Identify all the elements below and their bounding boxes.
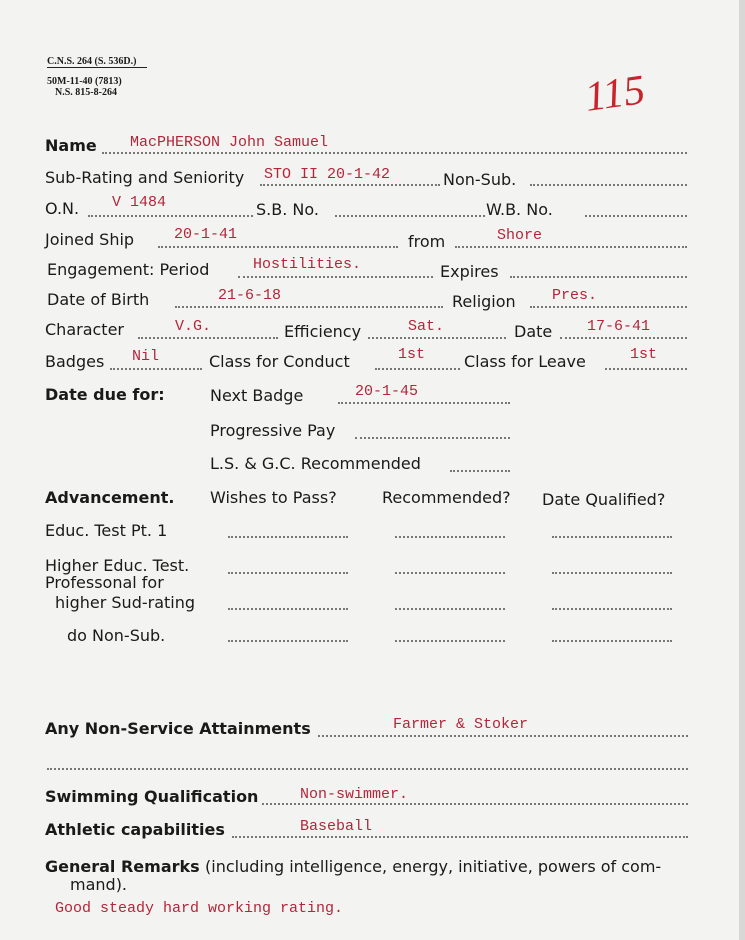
advancement-heading: Advancement. <box>45 488 175 507</box>
name-label: Name <box>45 136 97 155</box>
from-value: Shore <box>497 227 543 244</box>
dotted-leader <box>605 368 687 370</box>
dotted-leader <box>232 836 688 838</box>
dotted-leader <box>455 246 687 248</box>
dotted-leader <box>395 640 505 642</box>
name-value: MacPHERSON John Samuel <box>130 134 329 151</box>
page-edge <box>739 0 745 940</box>
dotted-leader <box>228 608 348 610</box>
remarks-desc-cont: mand). <box>70 875 128 894</box>
dotted-leader <box>110 368 202 370</box>
dotted-leader <box>47 768 688 770</box>
dotted-leader <box>552 536 672 538</box>
dotted-leader <box>228 536 348 538</box>
dotted-leader <box>260 184 440 186</box>
dotted-leader <box>560 337 687 339</box>
ns-code: N.S. 815-8-264 <box>55 87 117 98</box>
joined-ship-label: Joined Ship <box>45 230 135 249</box>
swimming-label: Swimming Qualification <box>45 787 259 806</box>
dob-label: Date of Birth <box>47 290 150 309</box>
dotted-leader <box>175 306 443 308</box>
attainments-value: Farmer & Stoker <box>393 716 529 733</box>
adv-row-prof: Professonal for <box>45 573 164 592</box>
athletic-value: Baseball <box>300 818 373 835</box>
dotted-leader <box>335 215 485 217</box>
non-sub-label: Non-Sub. <box>443 170 517 189</box>
dob-value: 21-6-18 <box>218 287 282 304</box>
progressive-pay-label: Progressive Pay <box>210 421 336 440</box>
date-due-heading: Date due for: <box>45 385 165 404</box>
handwritten-number: 115 <box>582 67 648 121</box>
dotted-leader <box>262 803 688 805</box>
col-wishes: Wishes to Pass? <box>210 488 337 507</box>
dotted-leader <box>238 276 433 278</box>
efficiency-label: Efficiency <box>284 322 362 341</box>
adv-row-educ: Educ. Test Pt. 1 <box>45 521 168 540</box>
engagement-value: Hostilities. <box>253 256 362 273</box>
swimming-value: Non-swimmer. <box>300 786 409 803</box>
dotted-leader <box>158 246 398 248</box>
ls-gc-label: L.S. & G.C. Recommended <box>210 454 421 473</box>
print-code: 50M-11-40 (7813) <box>47 76 122 87</box>
remarks-label: General Remarks <box>45 857 200 876</box>
dotted-leader <box>530 184 687 186</box>
attainments-label: Any Non-Service Attainments <box>45 719 311 738</box>
athletic-label: Athletic capabilities <box>45 820 225 839</box>
col-recommended: Recommended? <box>382 488 511 507</box>
dotted-leader <box>102 152 687 154</box>
dotted-leader <box>585 215 687 217</box>
dotted-leader <box>228 572 348 574</box>
sub-rating-value: STO II 20-1-42 <box>264 166 391 183</box>
wb-no-label: W.B. No. <box>486 200 553 219</box>
class-leave-label: Class for Leave <box>464 352 586 371</box>
engagement-label: Engagement: Period <box>47 260 210 279</box>
dotted-leader <box>375 368 460 370</box>
divider <box>47 67 147 68</box>
badges-value: Nil <box>132 348 160 365</box>
dotted-leader <box>552 640 672 642</box>
dotted-leader <box>450 470 510 472</box>
dotted-leader <box>138 337 278 339</box>
dotted-leader <box>368 337 506 339</box>
adv-row-higher: Higher Educ. Test. <box>45 556 190 575</box>
dotted-leader <box>395 608 505 610</box>
religion-value: Pres. <box>552 287 598 304</box>
character-value: V.G. <box>175 318 212 335</box>
sub-rating-label: Sub-Rating and Seniority <box>45 168 245 187</box>
class-leave-value: 1st <box>630 346 658 363</box>
badges-label: Badges <box>45 352 105 371</box>
character-label: Character <box>45 320 124 339</box>
date-label: Date <box>514 322 553 341</box>
from-label: from <box>408 232 446 251</box>
efficiency-value: Sat. <box>408 318 445 335</box>
dotted-leader <box>395 536 505 538</box>
dotted-leader <box>228 640 348 642</box>
adv-row-nonsub: do Non-Sub. <box>67 626 166 645</box>
dotted-leader <box>88 215 253 217</box>
col-date-qualified: Date Qualified? <box>542 490 666 509</box>
dotted-leader <box>395 572 505 574</box>
sb-no-label: S.B. No. <box>256 200 319 219</box>
on-value: V 1484 <box>112 194 167 211</box>
dotted-leader <box>530 306 687 308</box>
religion-label: Religion <box>452 292 516 311</box>
dotted-leader <box>552 572 672 574</box>
expires-label: Expires <box>440 262 499 281</box>
dotted-leader <box>338 402 510 404</box>
remarks-desc: (including intelligence, energy, initiative, powers of com- <box>205 857 662 876</box>
dotted-leader <box>510 276 687 278</box>
class-conduct-value: 1st <box>398 346 426 363</box>
remarks-value: Good steady hard working rating. <box>55 900 344 917</box>
next-badge-label: Next Badge <box>210 386 304 405</box>
joined-ship-value: 20-1-41 <box>174 226 238 243</box>
adv-row-prof2: higher Sud-rating <box>55 593 196 612</box>
on-label: O.N. <box>45 199 80 218</box>
dotted-leader <box>355 437 510 439</box>
dotted-leader <box>318 735 688 737</box>
next-badge-value: 20-1-45 <box>355 383 419 400</box>
class-conduct-label: Class for Conduct <box>209 352 350 371</box>
dotted-leader <box>552 608 672 610</box>
form-code: C.N.S. 264 (S. 536D.) <box>47 56 137 67</box>
date-value: 17-6-41 <box>587 318 651 335</box>
